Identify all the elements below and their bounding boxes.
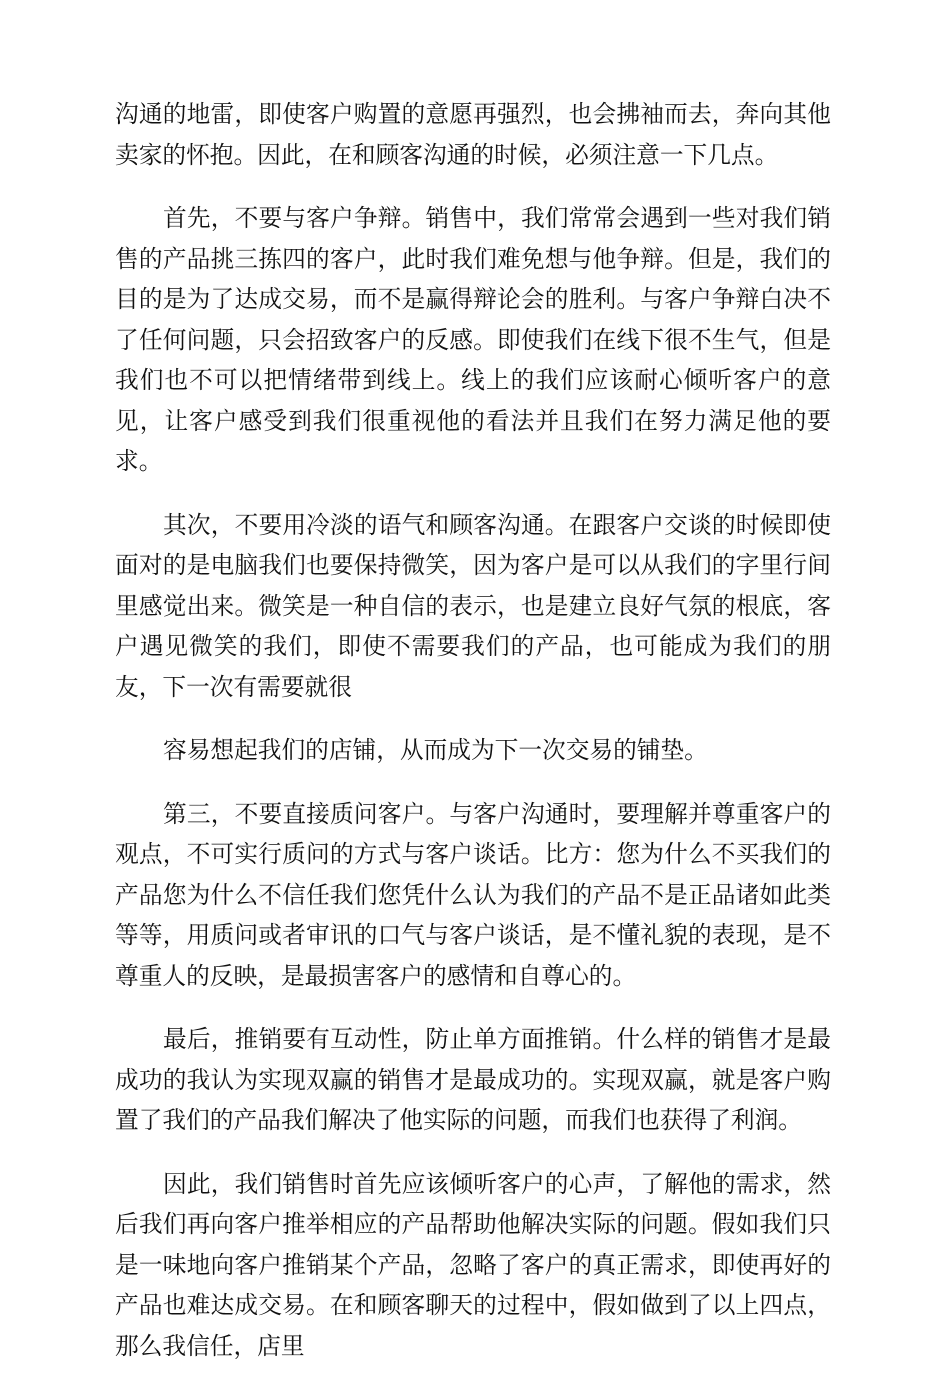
paragraph-second-point-continued: 容易想起我们的店铺，从而成为下一次交易的铺垫。 — [163, 736, 708, 764]
paragraph-conclusion: 因此，我们销售时首先应该倾听客户的心声，了解他的需求，然后我们再向客户推举相应的产品帮助他解决实际的问题。假如我们只是一味地向客户推销某个产品，忽略了客户的真正需求，即使再好的产品也难达成交易。在和顾客聊天的过程中，假如做到了以上四点，那么我信任，店里 — [115, 1169, 831, 1360]
paragraph-continuation: 沟通的地雷，即使客户购置的意愿再强烈，也会拂袖而去，奔向其他卖家的怀抱。因此，在和顾客沟通的时候，必须注意一下几点。 — [115, 100, 831, 169]
paragraph-second-point: 其次，不要用冷淡的语气和顾客沟通。在跟客户交谈的时候即使面对的是电脑我们也要保持微笑，因为客户是可以从我们的字里行间里感觉出来。微笑是一种自信的表示，也是建立良好气氛的根底，客户遇见微笑的我们，即使不需要我们的产品，也可能成为我们的朋友，下一次有需要就很 — [115, 510, 831, 701]
paragraph-first-point: 首先，不要与客户争辩。销售中，我们常常会遇到一些对我们销售的产品挑三拣四的客户，此时我们难免想与他争辩。但是，我们的目的是为了达成交易，而不是赢得辩论会的胜利。与客户争辩白决不了任何问题，只会招致客户的反感。即使我们在线下很不生气，但是我们也不可以把情绪带到线上。线上的我们应该耐心倾听客户的意见，让客户感受到我们很重视他的看法并且我们在努力满足他的要求。 — [115, 204, 831, 475]
document-body — [115, 94, 831, 1389]
paragraph-third-point: 第三，不要直接质问客户。与客户沟通时，要理解并尊重客户的观点，不可实行质问的方式与客户谈话。比方：您为什么不买我们的产品您为什么不信任我们您凭什么认为我们的产品不是正品诸如此类等等，用质问或者审讯的口气与客户谈话，是不懂礼貌的表现，是不尊重人的反映，是最损害客户的感情和自尊心的。 — [115, 799, 831, 990]
paragraph-fourth-point: 最后，推销要有互动性，防止单方面推销。什么样的销售才是最成功的我认为实现双赢的销售才是最成功的。实现双赢，就是客户购置了我们的产品我们解决了他实际的问题，而我们也获得了利润。 — [115, 1025, 831, 1134]
